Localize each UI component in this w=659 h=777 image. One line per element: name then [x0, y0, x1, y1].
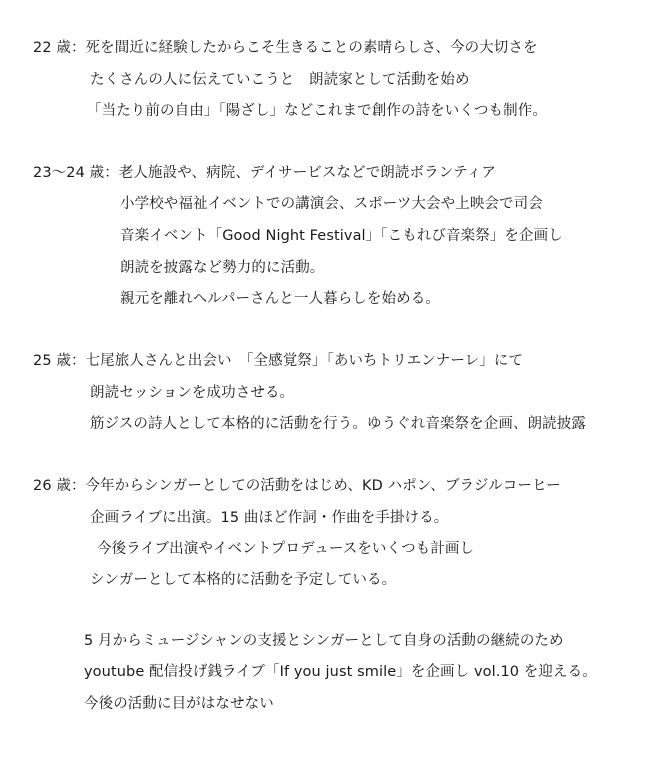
bio-line: 25 歳：七尾旅人さんと出会い 「全感覚祭」「あいちトリエンナーレ」にて — [33, 353, 524, 369]
bio-line: 今後の活動に目がはなせない — [84, 696, 274, 712]
bio-line: 筋ジスの詩人として本格的に活動を行う。ゆうぐれ音楽祭を企画、朗読披露 — [90, 416, 586, 432]
bio-line: 親元を離れヘルパーさんと一人暮らしを始める。 — [120, 291, 440, 307]
bio-line: 23〜24 歳：老人施設や、病院、デイサービスなどで朗読ボランティア — [33, 165, 496, 181]
bio-line: 小学校や福祉イベントでの講演会、スポーツ大会や上映会で司会 — [120, 196, 543, 212]
bio-line: 今後ライブ出演やイベントプロデュースをいくつも計画し — [97, 541, 475, 557]
bio-line: たくさんの人に伝えていこうと 朗読家として活動を始め — [90, 72, 470, 88]
bio-line: 「当たり前の自由」「陽ざし」などこれまで創作の詩をいくつも制作。 — [87, 103, 547, 119]
bio-line: 5 月からミュージシャンの支援とシンガーとして自身の活動の継続のため — [84, 633, 564, 649]
bio-line: 企画ライブに出演。15 曲ほど作詞・作曲を手掛ける。 — [90, 510, 449, 526]
bio-line: youtube 配信投げ銭ライブ「If you just smile」を企画し vol.10 を迎える。 — [84, 664, 597, 680]
bio-line: 22 歳：死を間近に経験したからこそ生きることの素晴らしさ、今の大切さを — [33, 40, 538, 56]
bio-line: 音楽イベント「Good Night Festival」「こもれび音楽祭」を企画し — [120, 228, 563, 244]
bio-line: シンガーとして本格的に活動を予定している。 — [90, 572, 397, 588]
bio-line: 朗読を披露など勢力的に活動。 — [120, 260, 325, 276]
bio-line: 朗読セッションを成功させる。 — [90, 385, 295, 401]
bio-line: 26 歳：今年からシンガーとしての活動をはじめ、KD ハポン、ブラジルコーヒー — [33, 478, 561, 494]
